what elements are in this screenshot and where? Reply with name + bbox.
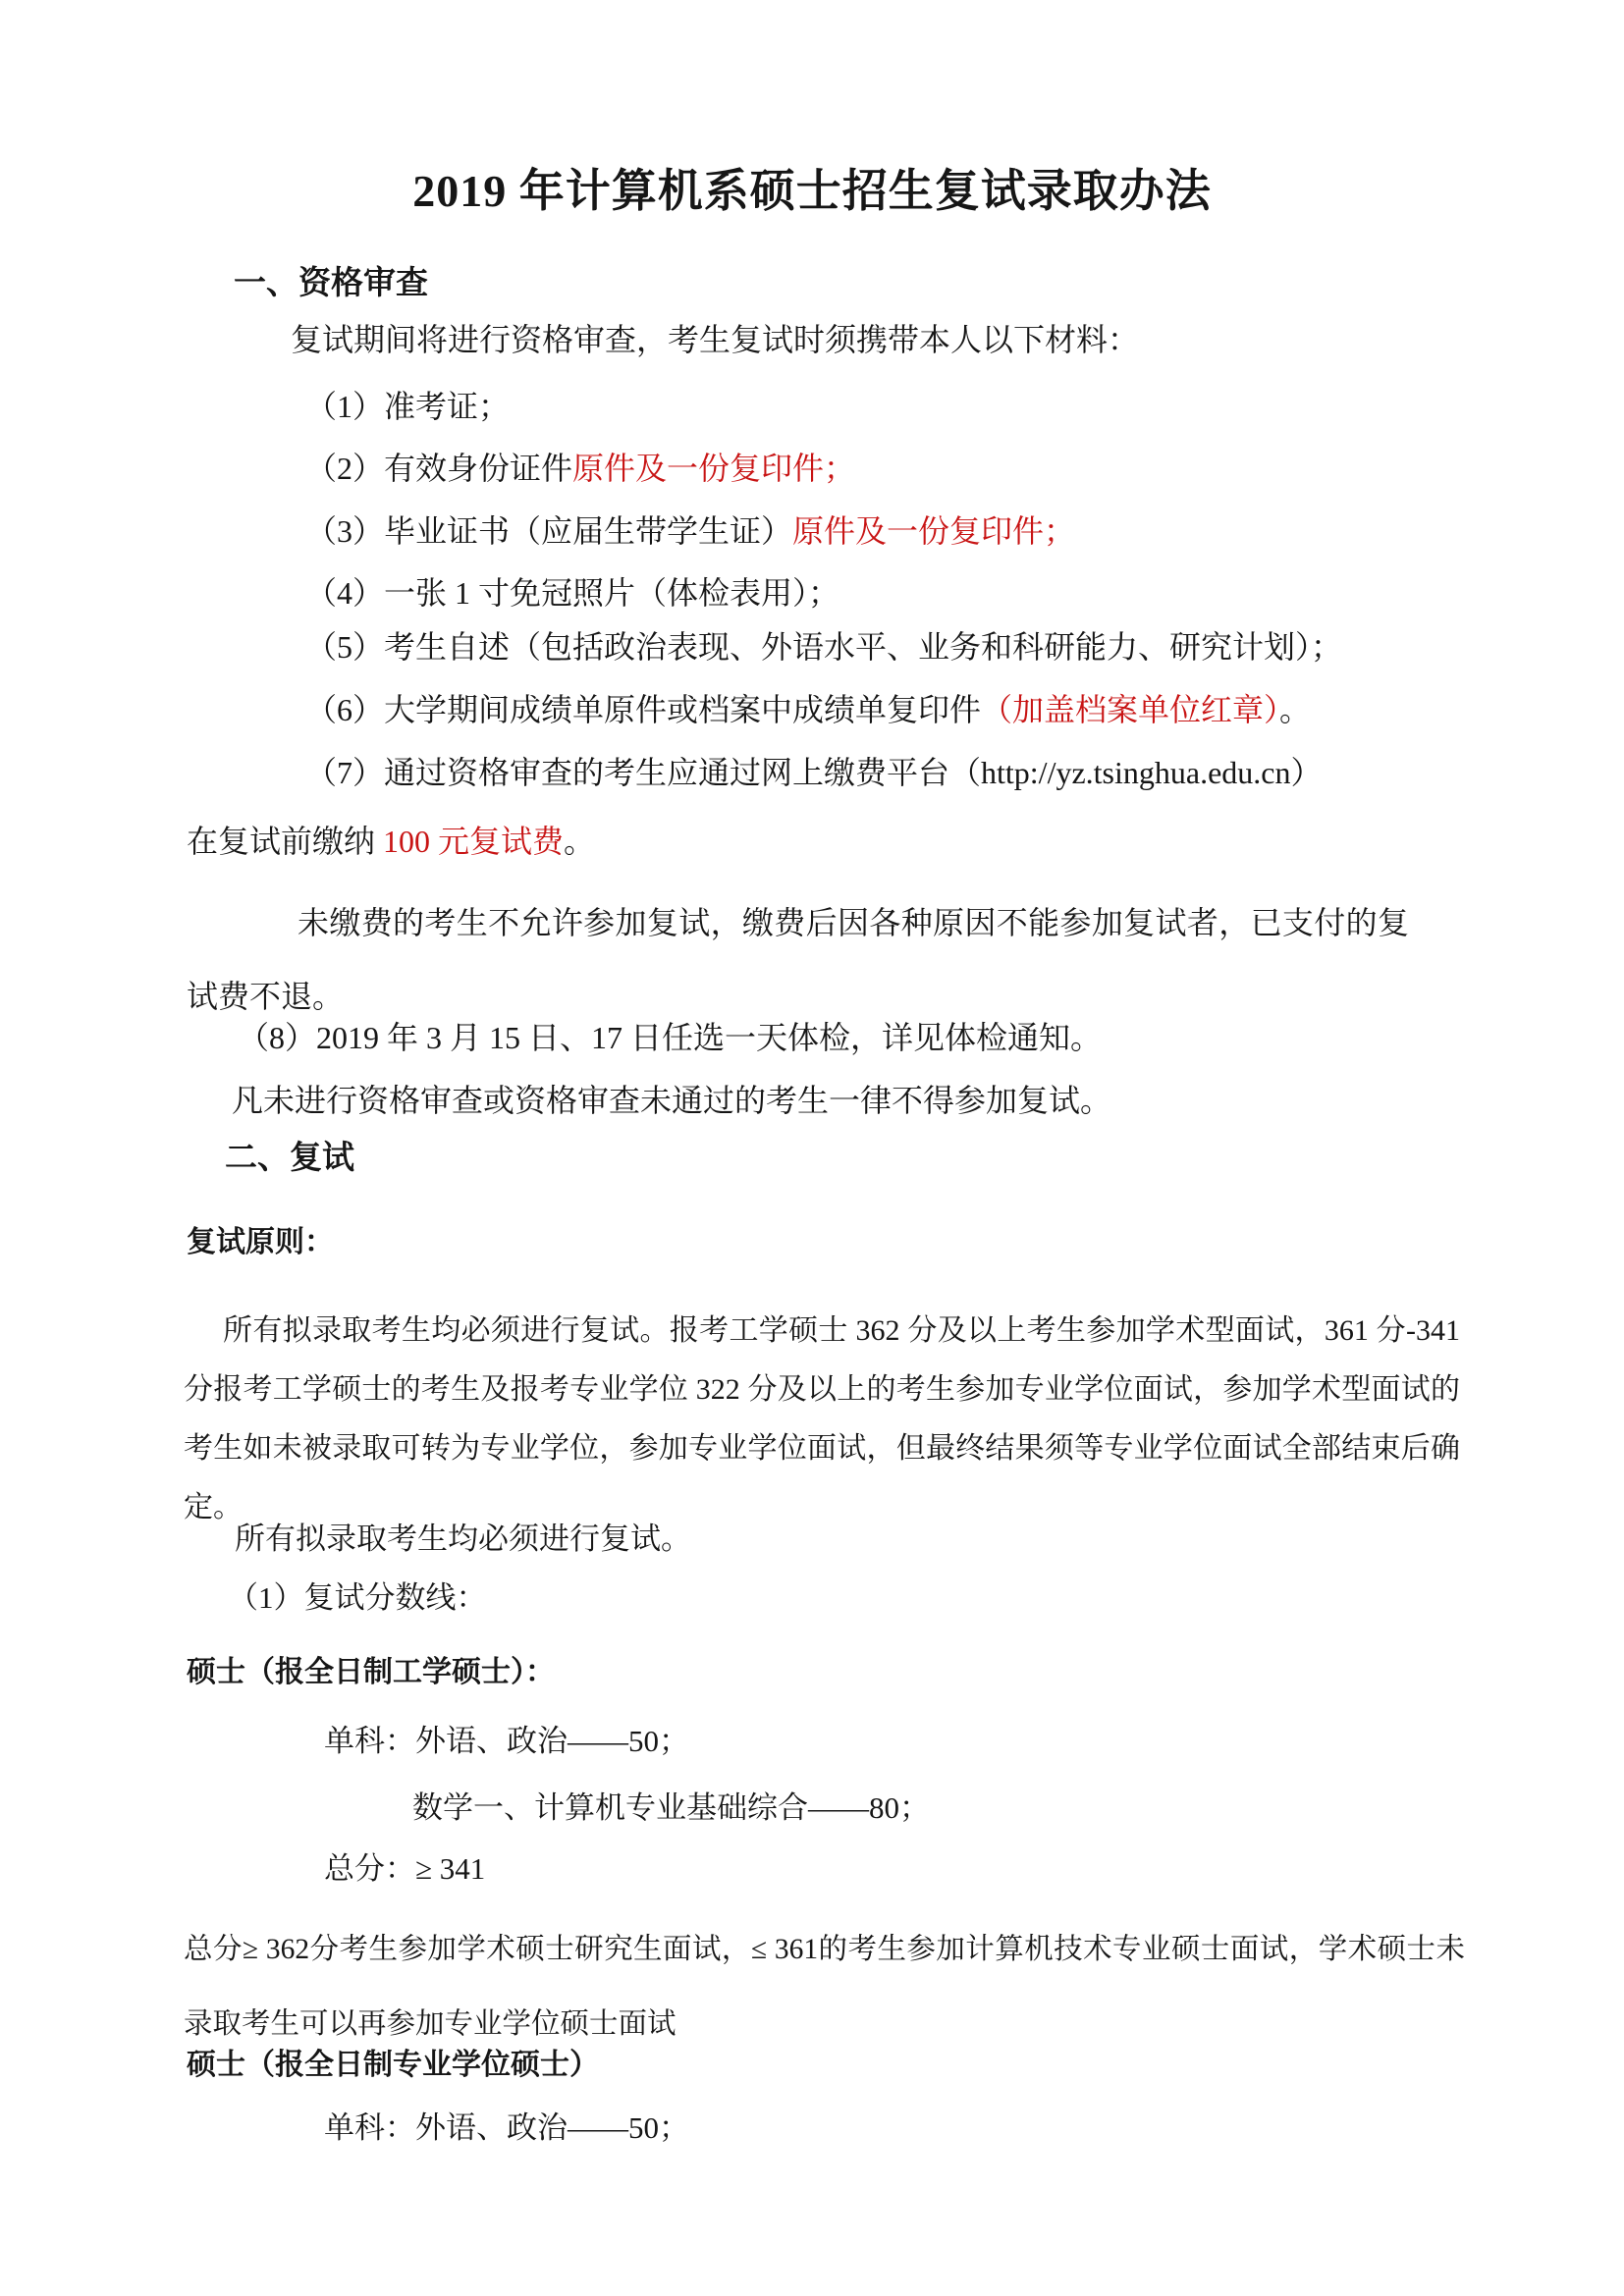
item-3-text: （3）毕业证书（应届生带学生证） (305, 513, 793, 549)
material-item-4: （4）一张 1 寸免冠照片（体检表用）； (305, 575, 840, 611)
fee-continuation-line (187, 824, 595, 861)
item-6-tail: 。 (1279, 692, 1312, 727)
eng-master-heading: 硕士（报全日制工学硕士）： (187, 1656, 555, 1688)
eng-math-line: 数学一、计算机专业基础综合——80； (412, 1790, 930, 1825)
section-2-heading: 二、复试 (225, 1141, 354, 1176)
material-item-8: （8）2019 年 3 月 15 日、17 日任选一天体检，详见体检通知。 (238, 1020, 1103, 1055)
item-3-highlight: 原件及一份复印件； (792, 513, 1076, 549)
material-item-2 (305, 451, 855, 488)
item-2-highlight: 原件及一份复印件； (572, 451, 856, 486)
item-6-text: （6）大学期间成绩单原件或档案中成绩单复印件 (305, 692, 982, 727)
material-item-7: （7）通过资格审查的考生应通过网上缴费平台（http://yz.tsinghua.edu.cn） (305, 755, 1323, 790)
material-item-6 (305, 692, 1311, 729)
material-item-1: （1）准考证； (305, 389, 511, 424)
item-6-highlight: （加盖档案单位红章） (981, 692, 1280, 727)
material-item-3 (305, 513, 1075, 551)
must-retest-note: 所有拟录取考生均必须进行复试。 (235, 1522, 691, 1556)
retest-principle-paragraph: 所有拟录取考生均必须进行复试。报考工学硕士 362 分及以上考生参加学术型面试，361 分-341 分报考工学硕士的考生及报考专业学位 322 分及以上的考生参加专业学位面试，参加学术型面试的考生如未被录取可转为专业学位，参加专业学位面试，但最终结果须等专业学位面试全部结束后确定。 (184, 1314, 1460, 1523)
score-line-label: （1）复试分数线： (228, 1580, 487, 1615)
fee-text: 在复试前缴纳 (187, 824, 384, 859)
retest-principle-label: 复试原则： (187, 1226, 334, 1258)
no-review-note: 凡未进行资格审查或资格审查未通过的考生一律不得参加复试。 (232, 1083, 1112, 1118)
document-title: 2019 年计算机系硕士招生复试录取办法 (412, 166, 1212, 216)
prof-single-subject-line: 单科：外语、政治——50； (324, 2110, 689, 2145)
item-2-text: （2）有效身份证件 (305, 451, 573, 486)
material-item-5: （5）考生自述（包括政治表现、外语水平、业务和科研能力、研究计划）； (305, 629, 1343, 665)
section-1-heading: 一、资格审查 (234, 266, 428, 301)
prof-master-heading: 硕士（报全日制专业学位硕士） (187, 2049, 599, 2081)
fee-tail: 。 (564, 824, 596, 859)
qualification-intro: 复试期间将进行资格审查，考生复试时须携带本人以下材料： (291, 322, 1140, 357)
eng-total-score-line: 总分：≥ 341 (324, 1851, 486, 1886)
eng-single-subject-line: 单科：外语、政治——50； (324, 1724, 689, 1758)
eng-interview-note-paragraph: 总分≥ 362分考生参加学术硕士研究生面试，≤ 361的考生参加计算机技术专业硕士面试，学术硕士未录取考生可以再参加专业学位硕士面试 (184, 1934, 1465, 2040)
unpaid-note-paragraph: 未缴费的考生不允许参加复试，缴费后因各种原因不能参加复试者，已支付的复试费不退。 (187, 905, 1409, 1014)
fee-highlight: 100 元复试费 (383, 824, 565, 859)
